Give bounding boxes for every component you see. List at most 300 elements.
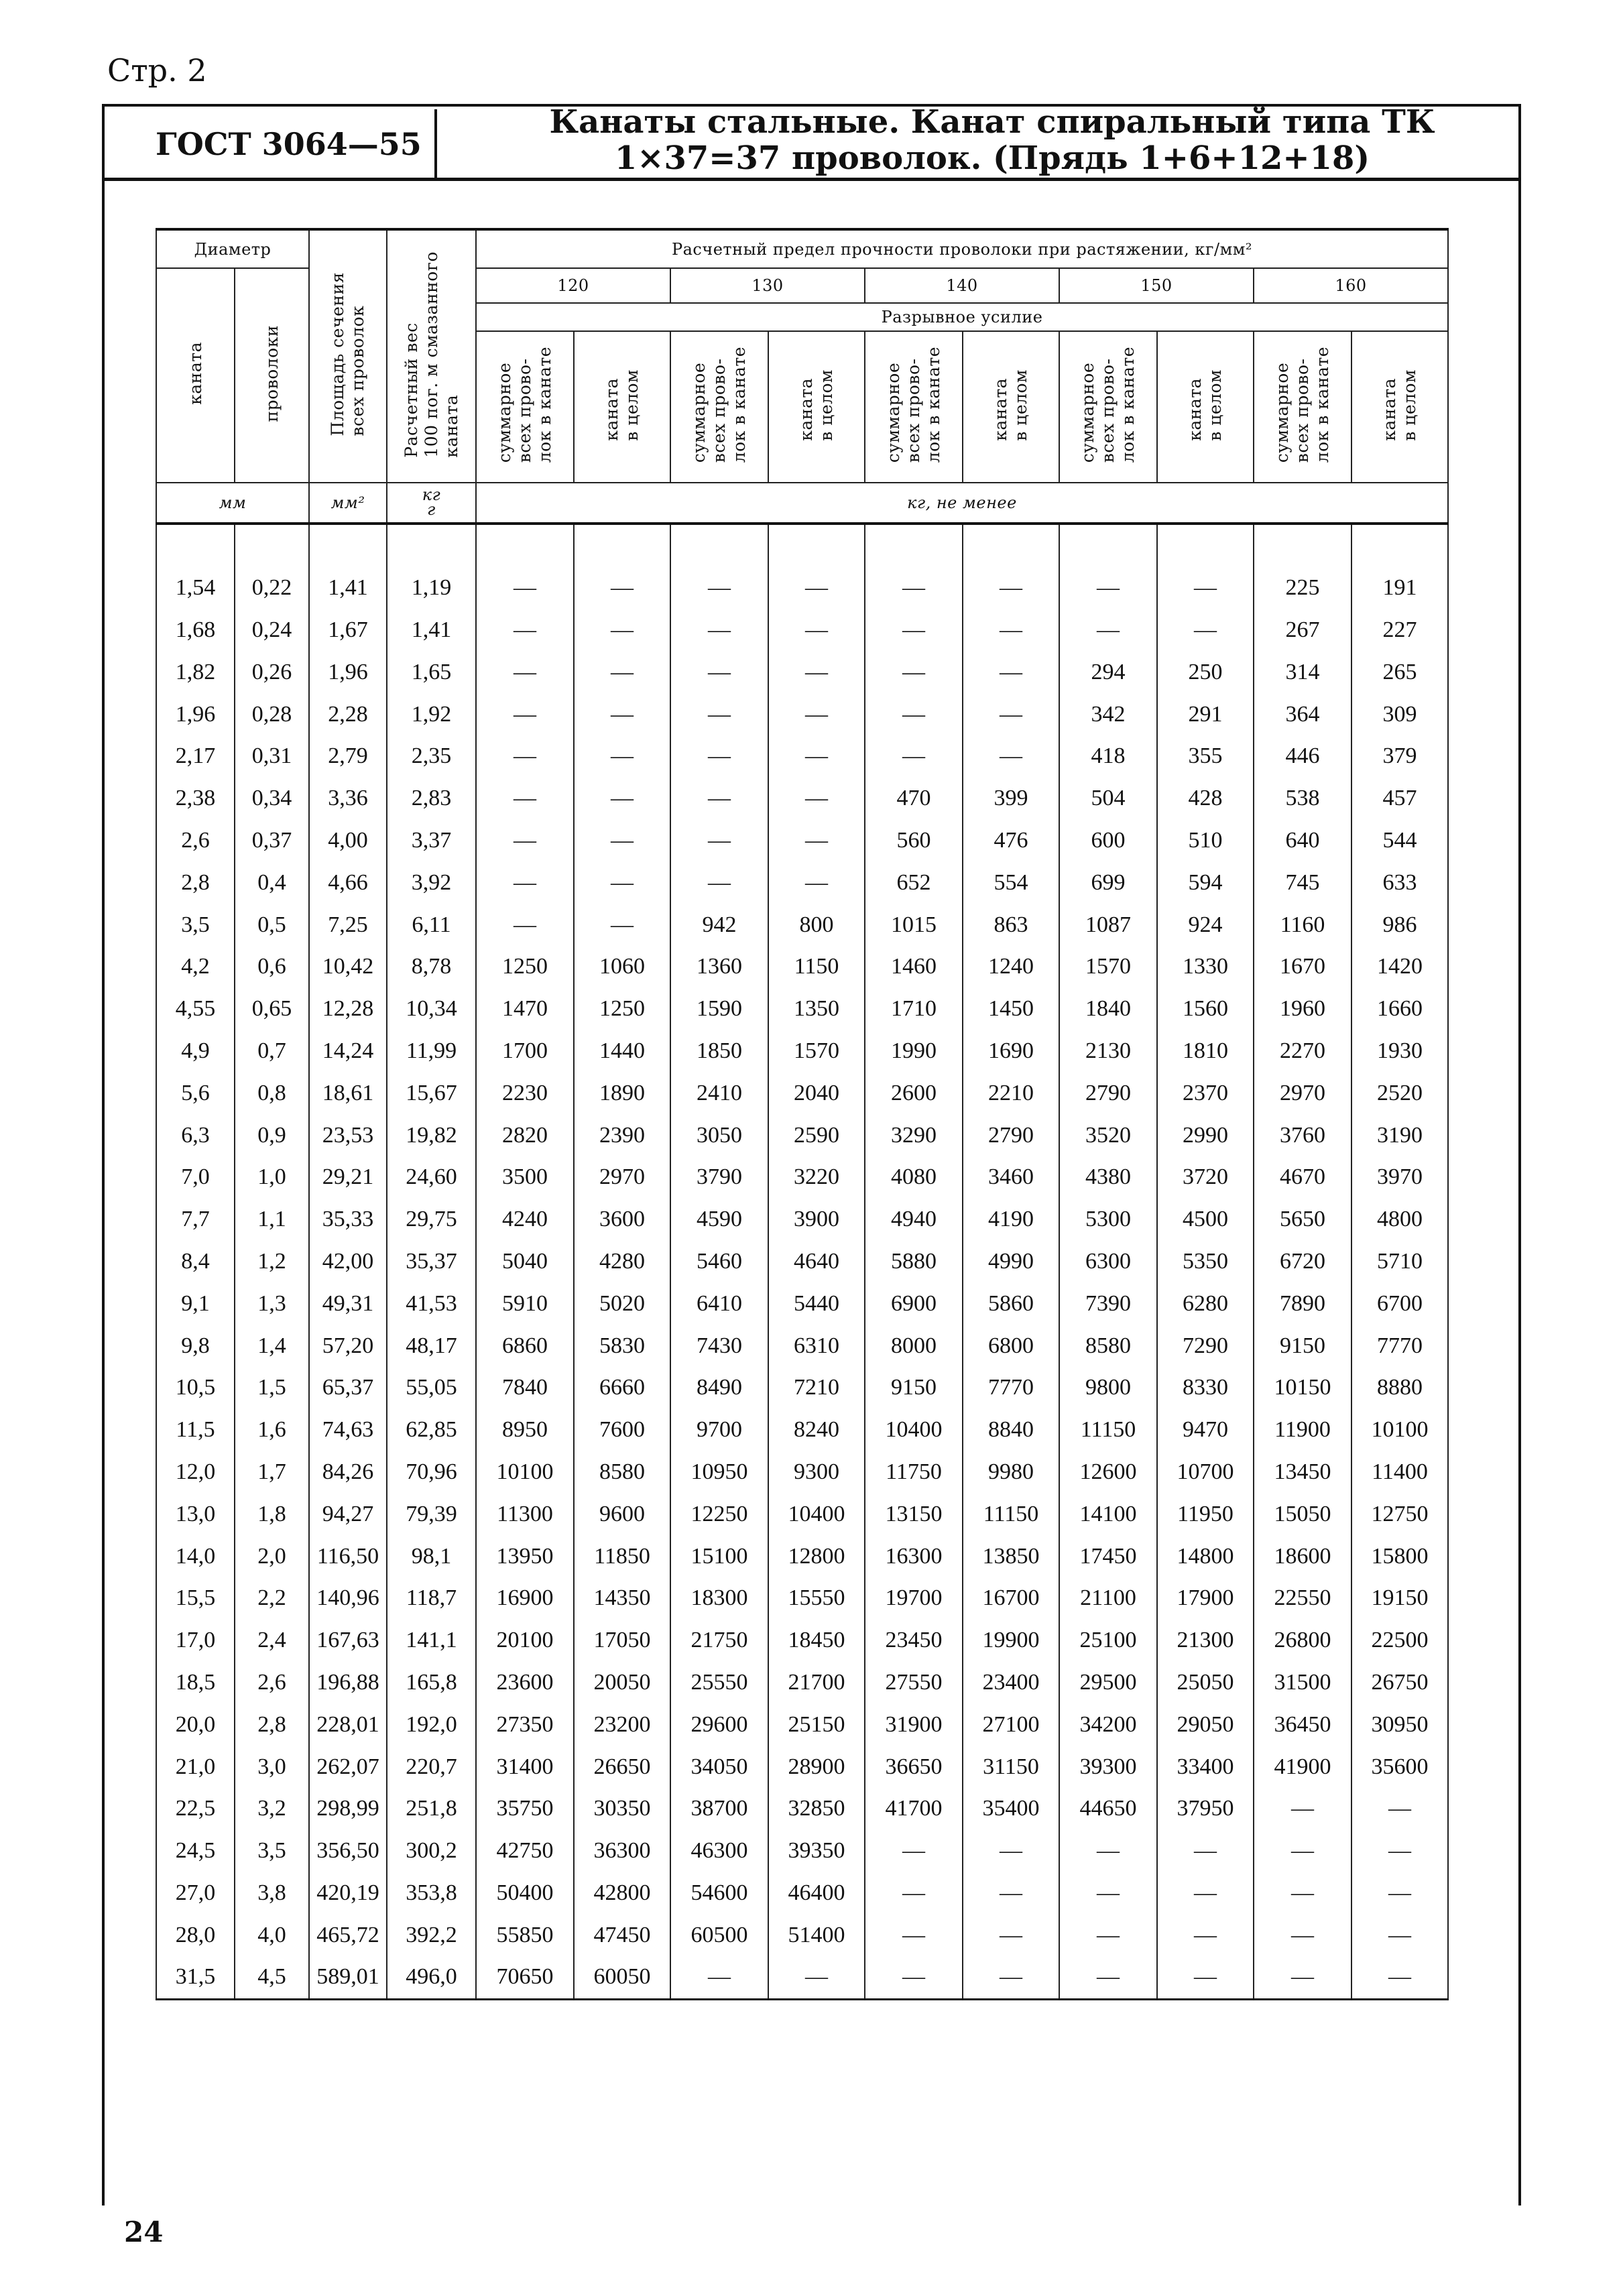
table-cell: 27350: [476, 1703, 574, 1746]
table-cell: 2600: [865, 1072, 963, 1114]
table-cell: 13150: [865, 1493, 963, 1535]
table-cell: 428: [1157, 778, 1254, 820]
table-row: [156, 1114, 1448, 1156]
table-cell: 36450: [1254, 1703, 1351, 1746]
table-cell: 6280: [1157, 1282, 1254, 1325]
table-cell: 11,99: [387, 1030, 476, 1073]
table-cell: 6310: [768, 1325, 865, 1367]
table-cell: 745: [1254, 861, 1351, 904]
table-cell: 6,3: [156, 1114, 235, 1156]
whole-rope-header: каната в целом: [1351, 331, 1448, 483]
table-cell: 1,8: [235, 1493, 309, 1535]
table-cell: —: [1157, 1872, 1254, 1915]
table-cell: —: [768, 778, 865, 820]
table-cell: 554: [963, 861, 1059, 904]
table-cell: 13850: [963, 1535, 1059, 1577]
table-cell: 79,39: [387, 1493, 476, 1535]
table-cell: 0,4: [235, 861, 309, 904]
table-cell: 49,31: [309, 1282, 387, 1325]
table-cell: 21300: [1157, 1620, 1254, 1662]
table-cell: 44650: [1059, 1788, 1157, 1830]
table-row: [156, 988, 1448, 1030]
table-cell: 21700: [768, 1662, 865, 1704]
table-cell: 3790: [670, 1156, 768, 1199]
table-cell: 1710: [865, 988, 963, 1030]
table-cell: 19700: [865, 1577, 963, 1620]
table-cell: 27100: [963, 1703, 1059, 1746]
table-cell: 4,55: [156, 988, 235, 1030]
table-cell: 4640: [768, 1241, 865, 1283]
table-cell: 13,0: [156, 1493, 235, 1535]
unit-mm: мм: [156, 483, 309, 524]
table-cell: 31400: [476, 1746, 574, 1788]
table-cell: 24,60: [387, 1156, 476, 1199]
table-cell: —: [670, 1956, 768, 1999]
table-cell: 7290: [1157, 1325, 1254, 1367]
table-cell: 1,96: [156, 693, 235, 735]
table-cell: —: [963, 1872, 1059, 1915]
weight-header: Расчетный вес 100 пог. м смазанного каната: [387, 229, 476, 483]
table-cell: —: [574, 567, 670, 609]
table-cell: 5300: [1059, 1199, 1157, 1241]
table-cell: —: [768, 735, 865, 778]
table-cell: 36650: [865, 1746, 963, 1788]
table-cell: 11400: [1351, 1451, 1448, 1494]
table-cell: 1,3: [235, 1282, 309, 1325]
header-divider: [102, 178, 1521, 181]
table-cell: 1930: [1351, 1030, 1448, 1073]
table-cell: 5910: [476, 1282, 574, 1325]
table-cell: 12750: [1351, 1493, 1448, 1535]
table-cell: —: [865, 693, 963, 735]
table-cell: 74,63: [309, 1409, 387, 1451]
table-row: [156, 1367, 1448, 1409]
table-cell: 1590: [670, 988, 768, 1030]
table-cell: 7770: [1351, 1325, 1448, 1367]
table-cell: 4,5: [235, 1956, 309, 1999]
table-cell: 986: [1351, 904, 1448, 946]
table-row: [156, 1872, 1448, 1915]
table-cell: 8330: [1157, 1367, 1254, 1409]
table-cell: 70650: [476, 1956, 574, 1999]
total-wires-header: суммарное всех прово- лок в канате: [670, 331, 768, 483]
table-cell: 1250: [574, 988, 670, 1030]
table-row: [156, 904, 1448, 946]
table-cell: 18,61: [309, 1072, 387, 1114]
table-cell: 28,0: [156, 1914, 235, 1956]
table-row: [156, 1703, 1448, 1746]
total-wires-header: суммарное всех прово- лок в канате: [865, 331, 963, 483]
table-cell: —: [1157, 1914, 1254, 1956]
table-cell: 8490: [670, 1367, 768, 1409]
table-cell: 5860: [963, 1282, 1059, 1325]
table-cell: 26800: [1254, 1620, 1351, 1662]
table-cell: 0,6: [235, 946, 309, 988]
table-cell: 3900: [768, 1199, 865, 1241]
table-cell: 504: [1059, 778, 1157, 820]
table-cell: 0,24: [235, 609, 309, 652]
table-cell: 65,37: [309, 1367, 387, 1409]
table-cell: 41900: [1254, 1746, 1351, 1788]
table-cell: 14,24: [309, 1030, 387, 1073]
table-cell: 465,72: [309, 1914, 387, 1956]
table-cell: 0,37: [235, 820, 309, 862]
table-row: [156, 778, 1448, 820]
table-cell: 70,96: [387, 1451, 476, 1494]
table-cell: 265: [1351, 651, 1448, 693]
table-cell: —: [768, 1956, 865, 1999]
gost-number: ГОСТ 3064—55: [156, 126, 422, 162]
table-cell: —: [574, 861, 670, 904]
table-cell: 0,7: [235, 1030, 309, 1073]
table-cell: 4670: [1254, 1156, 1351, 1199]
table-cell: 14350: [574, 1577, 670, 1620]
table-cell: —: [476, 651, 574, 693]
table-cell: 0,5: [235, 904, 309, 946]
table-cell: 29050: [1157, 1703, 1254, 1746]
table-cell: 191: [1351, 567, 1448, 609]
table-cell: —: [574, 820, 670, 862]
table-cell: —: [1059, 1956, 1157, 1999]
table-cell: 18300: [670, 1577, 768, 1620]
table-cell: 9800: [1059, 1367, 1157, 1409]
table-cell: 420,19: [309, 1872, 387, 1915]
unit-force: кг, не менее: [476, 483, 1448, 524]
table-cell: 9,1: [156, 1282, 235, 1325]
table-cell: 1150: [768, 946, 865, 988]
table-row: [156, 1746, 1448, 1788]
table-cell: —: [476, 861, 574, 904]
table-cell: 17450: [1059, 1535, 1157, 1577]
table-cell: 48,17: [387, 1325, 476, 1367]
table-cell: 2130: [1059, 1030, 1157, 1073]
table-cell: 34050: [670, 1746, 768, 1788]
table-cell: —: [574, 651, 670, 693]
table-cell: 12,0: [156, 1451, 235, 1494]
table-cell: 62,85: [387, 1409, 476, 1451]
table-cell: 33400: [1157, 1746, 1254, 1788]
table-cell: 16700: [963, 1577, 1059, 1620]
table-cell: 225: [1254, 567, 1351, 609]
table-cell: 356,50: [309, 1830, 387, 1872]
table-cell: 418: [1059, 735, 1157, 778]
table-cell: 355: [1157, 735, 1254, 778]
table-cell: 8580: [1059, 1325, 1157, 1367]
table-cell: 1420: [1351, 946, 1448, 988]
table-cell: 4590: [670, 1199, 768, 1241]
table-cell: 1570: [1059, 946, 1157, 988]
table-cell: 29500: [1059, 1662, 1157, 1704]
table-cell: 21,0: [156, 1746, 235, 1788]
table-cell: 298,99: [309, 1788, 387, 1830]
table-cell: 29,75: [387, 1199, 476, 1241]
table-cell: —: [1351, 1956, 1448, 1999]
table-cell: 27,0: [156, 1872, 235, 1915]
table-cell: —: [670, 567, 768, 609]
table-cell: 2,2: [235, 1577, 309, 1620]
table-cell: 314: [1254, 651, 1351, 693]
table-cell: 6700: [1351, 1282, 1448, 1325]
table-cell: —: [476, 693, 574, 735]
table-cell: 1890: [574, 1072, 670, 1114]
table-cell: —: [865, 1956, 963, 1999]
table-cell: 29,21: [309, 1156, 387, 1199]
table-cell: 5880: [865, 1241, 963, 1283]
table-cell: 4,2: [156, 946, 235, 988]
table-cell: 19900: [963, 1620, 1059, 1662]
table-cell: 3220: [768, 1156, 865, 1199]
table-cell: —: [476, 904, 574, 946]
table-cell: 14,0: [156, 1535, 235, 1577]
table-cell: 11150: [963, 1493, 1059, 1535]
table-cell: 11850: [574, 1535, 670, 1577]
table-cell: 15800: [1351, 1535, 1448, 1577]
table-cell: 8950: [476, 1409, 574, 1451]
table-cell: —: [1254, 1788, 1351, 1830]
table-cell: 1350: [768, 988, 865, 1030]
table-cell: 23600: [476, 1662, 574, 1704]
table-cell: —: [963, 735, 1059, 778]
area-header: Площадь сечения всех проволок: [309, 229, 387, 483]
table-cell: 42,00: [309, 1241, 387, 1283]
table-cell: 42800: [574, 1872, 670, 1915]
table-cell: 2,4: [235, 1620, 309, 1662]
table-cell: 1660: [1351, 988, 1448, 1030]
table-cell: 30350: [574, 1788, 670, 1830]
table-row: [156, 1241, 1448, 1283]
table-cell: 20100: [476, 1620, 574, 1662]
table-cell: 6860: [476, 1325, 574, 1367]
table-cell: 5650: [1254, 1199, 1351, 1241]
table-cell: 1015: [865, 904, 963, 946]
table-cell: 1850: [670, 1030, 768, 1073]
table-row: [156, 1156, 1448, 1199]
table-cell: 7,0: [156, 1156, 235, 1199]
table-cell: —: [1351, 1914, 1448, 1956]
table-cell: 10,34: [387, 988, 476, 1030]
table-cell: 5,6: [156, 1072, 235, 1114]
table-cell: 7600: [574, 1409, 670, 1451]
table-cell: 57,20: [309, 1325, 387, 1367]
table-cell: 5040: [476, 1241, 574, 1283]
table-cell: 35400: [963, 1788, 1059, 1830]
table-cell: 2040: [768, 1072, 865, 1114]
table-cell: 1460: [865, 946, 963, 988]
table-cell: —: [1059, 1914, 1157, 1956]
table-cell: 17900: [1157, 1577, 1254, 1620]
table-cell: 0,34: [235, 778, 309, 820]
table-cell: 2370: [1157, 1072, 1254, 1114]
table-cell: 4990: [963, 1241, 1059, 1283]
table-cell: 16300: [865, 1535, 963, 1577]
table-cell: 55,05: [387, 1367, 476, 1409]
table-cell: 5710: [1351, 1241, 1448, 1283]
table-cell: 3,5: [235, 1830, 309, 1872]
table-cell: 25150: [768, 1703, 865, 1746]
table-cell: 15100: [670, 1535, 768, 1577]
table-cell: 3970: [1351, 1156, 1448, 1199]
table-cell: —: [1157, 1956, 1254, 1999]
title-line-1: Канаты стальные. Канат спиральный типа ТК: [549, 103, 1435, 141]
table-cell: —: [1157, 567, 1254, 609]
table-cell: 7770: [963, 1367, 1059, 1409]
table-cell: 2820: [476, 1114, 574, 1156]
table-cell: 21750: [670, 1620, 768, 1662]
table-row: [156, 1072, 1448, 1114]
table-cell: —: [865, 1914, 963, 1956]
table-cell: —: [670, 609, 768, 652]
table-cell: 15,5: [156, 1577, 235, 1620]
table-cell: —: [476, 778, 574, 820]
table-cell: 4280: [574, 1241, 670, 1283]
table-cell: 10,42: [309, 946, 387, 988]
table-cell: 12800: [768, 1535, 865, 1577]
table-row: [156, 1030, 1448, 1073]
table-cell: 392,2: [387, 1914, 476, 1956]
table-cell: 37950: [1157, 1788, 1254, 1830]
table-cell: —: [768, 820, 865, 862]
table-cell: 141,1: [387, 1620, 476, 1662]
table-cell: 50400: [476, 1872, 574, 1915]
table-cell: 3,8: [235, 1872, 309, 1915]
table-cell: 10,5: [156, 1367, 235, 1409]
table-cell: 6410: [670, 1282, 768, 1325]
table-cell: 2230: [476, 1072, 574, 1114]
table-cell: 3720: [1157, 1156, 1254, 1199]
table-cell: 23450: [865, 1620, 963, 1662]
table-cell: 11150: [1059, 1409, 1157, 1451]
table-cell: —: [670, 861, 768, 904]
table-cell: —: [963, 693, 1059, 735]
table-cell: 1,92: [387, 693, 476, 735]
table-cell: 2590: [768, 1114, 865, 1156]
unit-mm2: мм²: [309, 483, 387, 524]
table-cell: 36300: [574, 1830, 670, 1872]
table-cell: 2390: [574, 1114, 670, 1156]
table-cell: 8,4: [156, 1241, 235, 1283]
table-cell: 5440: [768, 1282, 865, 1325]
table-cell: 12250: [670, 1493, 768, 1535]
table-cell: 251,8: [387, 1788, 476, 1830]
table-cell: 13450: [1254, 1451, 1351, 1494]
table-cell: —: [574, 778, 670, 820]
table-row: [156, 1577, 1448, 1620]
table-row: [156, 1409, 1448, 1451]
wire-diameter-header: проволоки: [235, 268, 309, 483]
table-cell: 300,2: [387, 1830, 476, 1872]
table-cell: 19150: [1351, 1577, 1448, 1620]
table-cell: 1060: [574, 946, 670, 988]
table-cell: 23200: [574, 1703, 670, 1746]
table-cell: 94,27: [309, 1493, 387, 1535]
table-row: [156, 1662, 1448, 1704]
table-cell: 1,1: [235, 1199, 309, 1241]
table-cell: 2210: [963, 1072, 1059, 1114]
table-cell: 228,01: [309, 1703, 387, 1746]
table-cell: 3,5: [156, 904, 235, 946]
table-row: [156, 1620, 1448, 1662]
strength-header-120: 120: [476, 268, 670, 303]
unit-kg: кг г: [387, 483, 476, 524]
table-cell: 22,5: [156, 1788, 235, 1830]
table-cell: 24,5: [156, 1830, 235, 1872]
table-cell: 7,7: [156, 1199, 235, 1241]
table-cell: 4,66: [309, 861, 387, 904]
table-cell: 2,0: [235, 1535, 309, 1577]
title-line-2: 1×37=37 проволок. (Прядь 1+6+12+18): [614, 139, 1370, 177]
table-cell: 0,65: [235, 988, 309, 1030]
table-cell: 6720: [1254, 1241, 1351, 1283]
table-cell: 2,35: [387, 735, 476, 778]
table-cell: —: [574, 609, 670, 652]
table-cell: 1,96: [309, 651, 387, 693]
table-cell: 21100: [1059, 1577, 1157, 1620]
table-cell: 15550: [768, 1577, 865, 1620]
table-cell: 31150: [963, 1746, 1059, 1788]
table-cell: 633: [1351, 861, 1448, 904]
table-row: [156, 1493, 1448, 1535]
table-cell: 353,8: [387, 1872, 476, 1915]
table-cell: 800: [768, 904, 865, 946]
table-cell: —: [1157, 609, 1254, 652]
table-cell: 3,37: [387, 820, 476, 862]
table-cell: 32850: [768, 1788, 865, 1830]
table-cell: 470: [865, 778, 963, 820]
table-cell: —: [574, 904, 670, 946]
table-cell: 1840: [1059, 988, 1157, 1030]
table-cell: 9150: [865, 1367, 963, 1409]
spacer-row: [156, 524, 1448, 567]
table-cell: 1470: [476, 988, 574, 1030]
table-cell: —: [1059, 1830, 1157, 1872]
table-cell: 6,11: [387, 904, 476, 946]
table-cell: —: [476, 609, 574, 652]
table-row: [156, 651, 1448, 693]
table-cell: 267: [1254, 609, 1351, 652]
table-cell: 41,53: [387, 1282, 476, 1325]
table-cell: 1670: [1254, 946, 1351, 988]
table-cell: 1,41: [387, 609, 476, 652]
table-cell: 594: [1157, 861, 1254, 904]
table-cell: 1,7: [235, 1451, 309, 1494]
table-row: [156, 1535, 1448, 1577]
table-cell: 35600: [1351, 1746, 1448, 1788]
table-cell: 167,63: [309, 1620, 387, 1662]
table-cell: 476: [963, 820, 1059, 862]
table-cell: 0,22: [235, 567, 309, 609]
table-cell: 14100: [1059, 1493, 1157, 1535]
table-cell: 18450: [768, 1620, 865, 1662]
table-cell: 28900: [768, 1746, 865, 1788]
table-cell: 0,26: [235, 651, 309, 693]
table-cell: 6300: [1059, 1241, 1157, 1283]
table-cell: —: [865, 567, 963, 609]
table-cell: 2,83: [387, 778, 476, 820]
table-cell: 1,0: [235, 1156, 309, 1199]
table-cell: 250: [1157, 651, 1254, 693]
rope-specification-table: [156, 228, 1449, 2000]
table-cell: 10950: [670, 1451, 768, 1494]
table-cell: 18,5: [156, 1662, 235, 1704]
table-cell: 0,31: [235, 735, 309, 778]
table-cell: 1330: [1157, 946, 1254, 988]
whole-rope-header: каната в целом: [1157, 331, 1254, 483]
table-cell: 342: [1059, 693, 1157, 735]
table-row: [156, 1914, 1448, 1956]
table-cell: 3190: [1351, 1114, 1448, 1156]
table-cell: —: [768, 651, 865, 693]
table-cell: 560: [865, 820, 963, 862]
